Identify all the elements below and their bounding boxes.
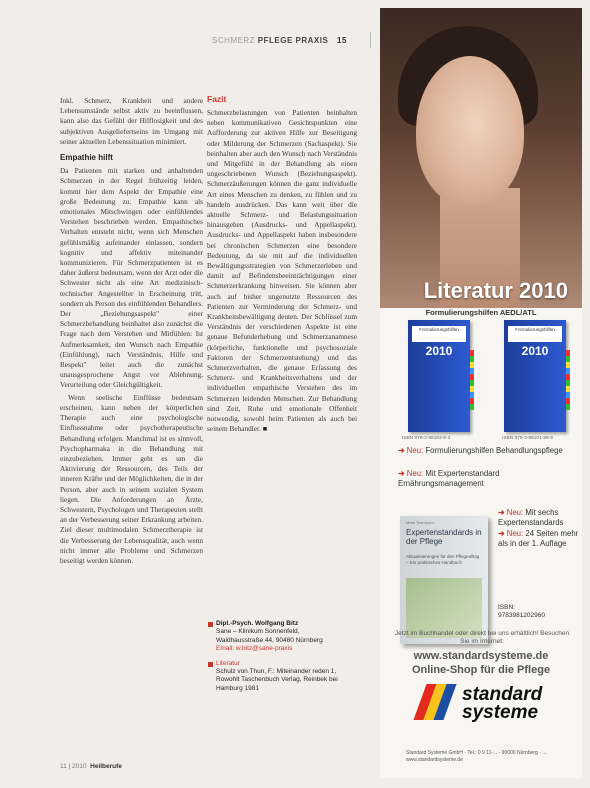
ad-subtitle: Formulierungshilfen AEDL/ATL [425, 308, 537, 317]
header-topic: PFLEGE PRAXIS [257, 36, 329, 45]
standard-systeme-logo-icon [420, 684, 456, 720]
book-cover-2 [504, 320, 566, 432]
literature-text: Schulz von Thun, F.: Miteinander reden 1, Rowohlt Taschenbuch Verlag, Reinbek bei Hamburg 1981 [216, 668, 338, 692]
book-cover-1 [408, 320, 470, 432]
face-shape [416, 56, 524, 206]
isbn-block [498, 604, 578, 620]
book-author: Meta Teamhorn [406, 520, 434, 525]
page-footer [60, 763, 122, 770]
author-address: Sane – Klinikum Sonnenfeld, [216, 628, 300, 636]
author-name: Dipl.-Psych. Wolfgang Bitz [216, 620, 299, 627]
book-tabs [566, 350, 570, 410]
ad-title: Literatur 2010 [423, 278, 568, 303]
book-cover-label: Formulierungshilfen [508, 326, 562, 342]
paragraph: Inkl. Schmerz, Krankheit und andere Lebensumstände selbst aktiv zu beeinflussen, kann also das Gefühl der Hilflosigkeit und des subjektiven Ausgeliefertseins im Umgang mit seiner aktuellen Lebenssituation minimiert. [60, 96, 203, 146]
end-mark: ■ [262, 424, 268, 434]
brand-name-line2: systeme [462, 702, 539, 723]
article-column-1 [60, 96, 203, 568]
feature-text: Mit Expertenstandard Ernährungsmanagement [398, 469, 500, 488]
section-heading: Empathie hilft [60, 153, 113, 163]
feature-bullet [398, 446, 578, 456]
isbn-label: ISBN: [498, 604, 515, 611]
availability-text: Jetzt im Buchhandel oder direkt bei uns erhältlich! Besuchen Sie im Internet: [394, 630, 570, 645]
page-number: 15 [337, 36, 347, 45]
footer-date: 11 | 2010 [60, 763, 87, 770]
literature-label: Literatur [216, 659, 240, 667]
shop-tagline: Online-Shop für die Pflege [411, 664, 551, 676]
book-isbn-caption: ISBN 978-3-98102-6-3 [402, 436, 451, 441]
new-label: Neu: [506, 529, 524, 538]
arrow-icon: ➜ [398, 469, 405, 478]
feature-list-right [498, 508, 580, 550]
author-box [208, 620, 358, 693]
footer-magazine: Heilberufe [90, 763, 122, 770]
book-year: 2010 [425, 344, 453, 358]
bullet-square [208, 662, 213, 667]
book-year: 2010 [521, 344, 549, 358]
book-title: Expertenstandards in der Pflege [406, 528, 482, 546]
book-cover-image [406, 578, 482, 638]
feature-text: Mit sechs Expertenstandards [498, 508, 564, 527]
book-tabs [470, 350, 474, 410]
paragraph: Da Patienten mit starken und anhaltenden Schmerzen in der Regel frühzeitig leiden, kommt hier dem Aspekt der Empathie eine große Bedeutung zu. Empathie kann als emotionales Mitschwingen oder einfühlendes Verstehen beschrieben werden. Empathisches Verhalten entsteht nicht, wenn sich Menschen gefühlsmäßig aufeinander einlassen, sondern kognitiv und affektiv miteinander kommunizieren. Für Schmerzpatienten ist es daher äußerst bedeutsam, wenn der Arzt oder die Schwester nicht als eine Art medizinisch-technischer Angestellter in Erscheinung tritt, sondern als Person des einfühlenden Behandlers. Der „Beziehungsaspekt" einer Schmerzbehandlung beinhaltet also zunächst die Frage nach dem Verstehen und Mitfühlen: Ist Aufmerksamkeit, den Wunsch nach Empathie (Einfühlung), nach Verständnis, Hilfe und Respekt" leitet auch die zunächst unausgesprochene Angst vor Ablehnung, Verurteilung oder Gleichgültigkeit. [60, 166, 203, 390]
new-label: Neu: [406, 446, 424, 455]
bullet-square [208, 622, 213, 627]
isbn-value: 9783981202960 [498, 612, 545, 619]
feature-bullet [498, 529, 580, 548]
website-link[interactable]: www.standardsysteme.de [413, 650, 549, 662]
book-isbn-caption: ISBN 978-3-98101-99-9 [502, 436, 553, 441]
feature-text: Formulierungshilfen Behandlungspflege [425, 446, 563, 455]
arrow-icon: ➜ [498, 508, 505, 517]
article-column-2 [207, 94, 357, 437]
new-label: Neu: [506, 508, 524, 517]
company-address: Standard Systeme GmbH · Tel.: 0 9 11-... · 90000 Nürnberg · ... www.standardsysteme.de [406, 750, 547, 763]
header-section: SCHMERZ [212, 36, 256, 45]
author-address: Waldhausstraße 44, 90480 Nürnberg [216, 636, 323, 644]
feature-bullet [398, 469, 578, 488]
running-header [212, 36, 347, 45]
author-row [208, 620, 358, 654]
new-label: Neu: [406, 469, 424, 478]
book-cover-label: Formulierungshilfen [412, 326, 466, 342]
book-description: Aktualisierungen für den Pflegealltag – Ein praktisches Handbuch [406, 554, 480, 565]
paragraph-text: Schmerzbelastungen von Patienten beinhalten neben kommunikativen Gesichtspunkten eine Aufforderung zur aktiven Hilfe zur Beseitigung oder Milderung der Schmerzen (Sachaspekt). Sie beinhalten aber auch den Wunsch nach Verständnis und Mitgefühl in der Behandlung als einen ungeschriebenen Wunsch (Beziehungsaspekt). Schmerzäußerungen können die ganz individuelle Art eines Menschen zu denken, zu fühlen und zu handeln ausdrücken. Das kann weit über die aktuelle Schmerz- und Belastungssituation hinausgehen (Ausdrucks- und Appellaspekt). Ausdrucks- und Appellaspekt haben insbesondere bei chronischen Schmerzen eine besondere Bedeutung, da sie mit auf die individuellen Bewältigungsstrategien von Schmerzerleben und damit auf Befindensbeeinträchtigungen einer Schmerzerkrankung hinweisen. Sie können aber auch auf bisher ungenutzte Ressourcen des Patienten zur Verminderung der Schmerz- und Krankheitsbewältigung deuten. Der Schlüssel zum Verständnis der verschiedenen Aspekte ist eine genaue Befunderhebung und Schmerzanamnese (körperliche, funktionelle und psychosoziale Faktoren der Schmerzentstehung) und das Schmerzverhalten, die genaue Erfassung des Schmerz- und Krankheitsverhaltens und der individuellen empathische Verstehen des im Schmerzen leidenden Menschen. Zur Behandlung sind Zeit, Ruhe und emotionale Offenheit notwendig, sowohl beim Patienten als auch bei seinem Behandler. [207, 108, 357, 434]
header-divider [370, 32, 371, 48]
literature-row [208, 660, 358, 694]
arrow-icon: ➜ [398, 446, 405, 455]
author-email[interactable]: Email: w.bitz@sane-praxis [216, 645, 293, 653]
arrow-icon: ➜ [498, 529, 505, 538]
advertisement [380, 8, 582, 778]
woman-photo [380, 8, 582, 308]
feature-text: 24 Seiten mehr als in der 1. Auflage [498, 529, 579, 548]
paragraph: Wenn seelische Einflüsse bedeutsam erscheinen, kann neben der körperlichen Therapie auch eine psychologische Einflussnahme oder psychotherapeutische Behandlung erfolgen. Manchmal ist es sinnvoll, Psychopharmaka in die Behandlung mit einzubeziehen. Immer geht es um die Aktivierung der Ressourcen, des Teils der inneren Kräfte und der Möglichkeiten, die in der Person, aber auch in seinem sozialen System liegen. Die Anforderungen an Ärzte, Schwestern, Psychologen und Therapeuten stellt an der Verbesserung seiner Erkrankung arbeiten. Ziel dieser multimodalen Schmerztherapie ist die Verbesserung der Lebensqualität, auch wenn nicht immer alle Probleme und Schmerzen beseitigt werden können. [60, 392, 203, 565]
feature-bullet [498, 508, 580, 527]
brand-name-line1: standard [462, 684, 543, 705]
section-heading-fazit: Fazit [207, 94, 227, 104]
paragraph [207, 108, 357, 435]
book-cover-3 [400, 516, 488, 644]
